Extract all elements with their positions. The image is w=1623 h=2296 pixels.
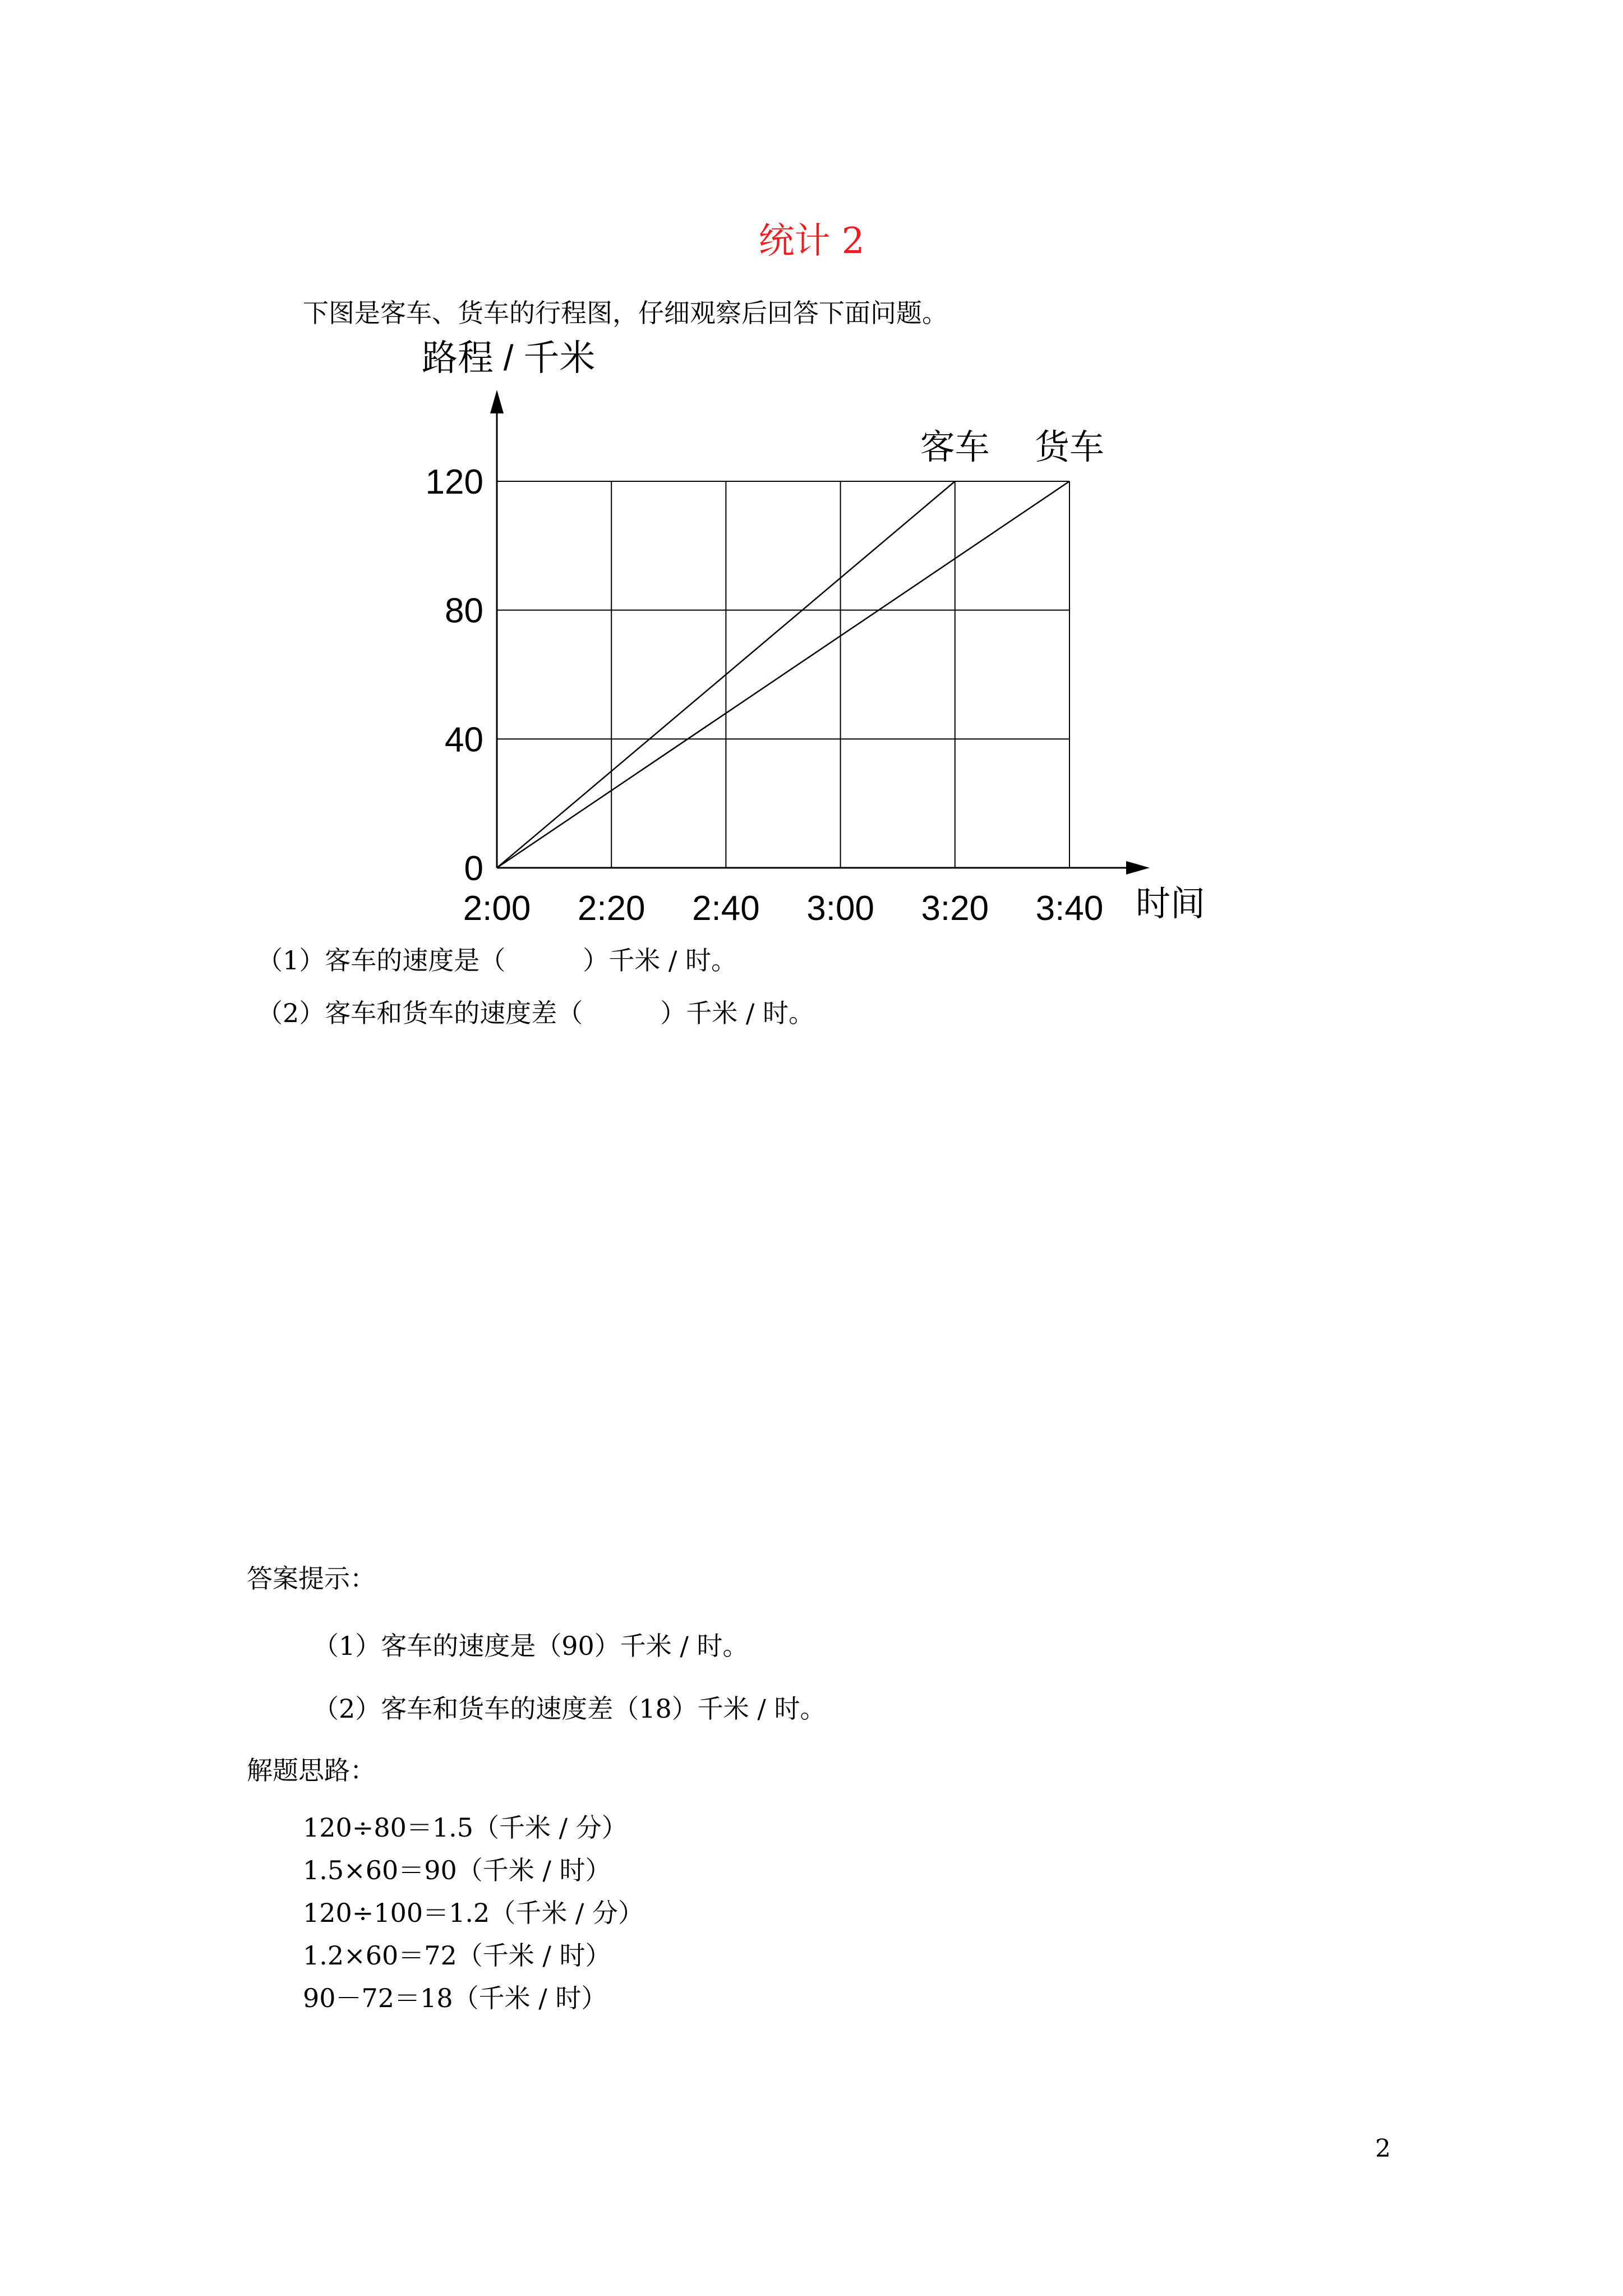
- series-label-2: 货车: [1034, 428, 1105, 467]
- x-tick-label: 2:00: [463, 889, 531, 928]
- solution-line-3: 120÷100＝1.2（千米 / 分）: [303, 1898, 644, 1928]
- x-axis-label: 时间: [1136, 885, 1206, 923]
- x-tick-label: 2:20: [577, 889, 645, 928]
- x-axis-arrow: [1126, 861, 1150, 875]
- y-tick-label: 80: [445, 591, 483, 631]
- question-1: （1）客车的速度是（ ）千米 / 时。: [257, 945, 737, 976]
- page-title: 统计 2: [758, 220, 865, 262]
- answer-1: （1）客车的速度是（90）千米 / 时。: [313, 1631, 749, 1661]
- y-axis-label: 路程 / 千米: [422, 338, 596, 378]
- y-tick-label: 40: [445, 720, 483, 760]
- solution-line-5: 90－72＝18（千米 / 时）: [303, 1983, 607, 2013]
- intro-text: 下图是客车、货车的行程图，仔细观察后回答下面问题。: [303, 298, 948, 328]
- y-axis-arrow: [490, 390, 504, 413]
- chart-series: [497, 481, 1069, 868]
- chart-tick-labels: [426, 463, 1104, 928]
- solution-line-1: 120÷80＝1.5（千米 / 分）: [303, 1812, 628, 1843]
- x-tick-label: 3:00: [806, 889, 874, 928]
- series-line-2: [497, 481, 1069, 868]
- x-tick-label: 3:20: [921, 889, 989, 928]
- y-tick-label: 120: [425, 463, 483, 501]
- chart-series-labels: [920, 428, 1104, 467]
- x-tick-label: 2:40: [692, 889, 760, 928]
- solution-heading: 解题思路：: [247, 1755, 376, 1786]
- solution-line-4: 1.2×60＝72（千米 / 时）: [303, 1940, 611, 1971]
- series-label-1: 客车: [920, 428, 990, 467]
- page-number: 2: [1375, 2134, 1391, 2163]
- answer-2: （2）客车和货车的速度差（18）千米 / 时。: [313, 1694, 826, 1724]
- y-tick-label: 0: [464, 849, 483, 888]
- solution-line-2: 1.5×60＝90（千米 / 时）: [303, 1855, 611, 1885]
- x-tick-label: 3:40: [1035, 889, 1104, 928]
- answer-heading: 答案提示：: [247, 1563, 376, 1594]
- question-2: （2）客车和货车的速度差（ ）千米 / 时。: [257, 998, 815, 1028]
